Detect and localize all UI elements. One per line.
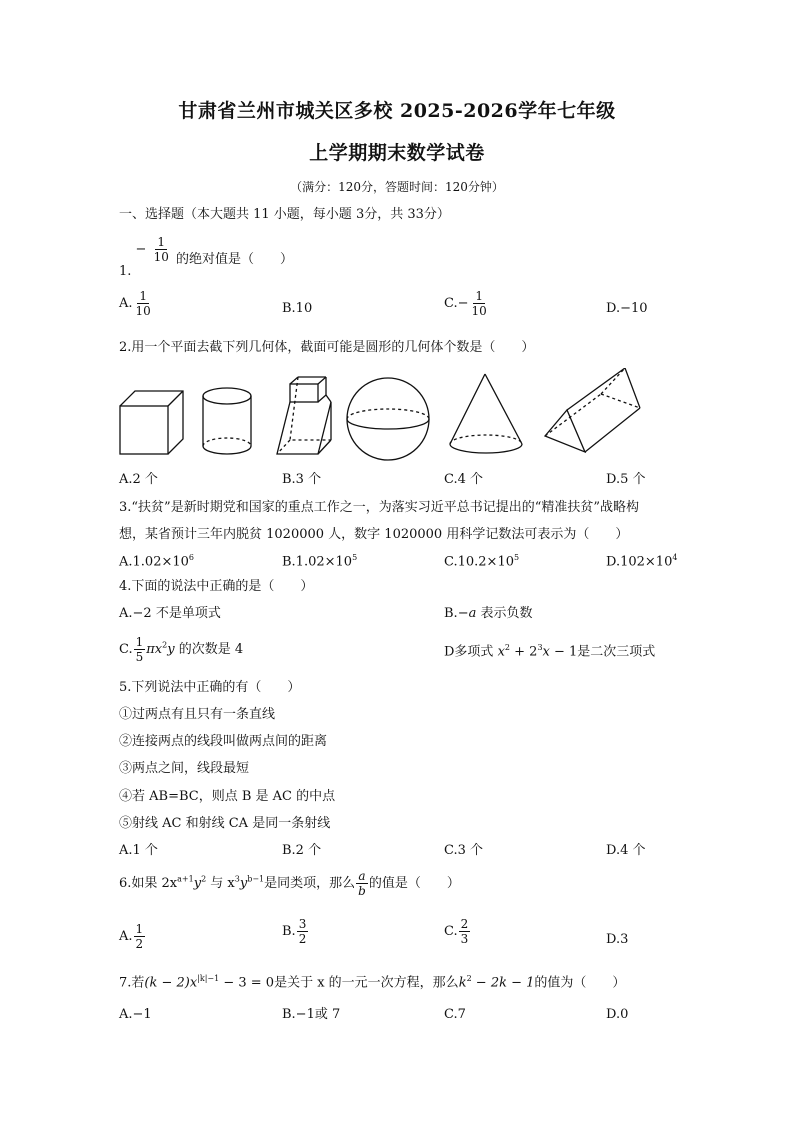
q6-tail: 的值是（ ）	[368, 876, 460, 891]
q5-item-5: ⑤射线 AC 和射线 CA 是同一条射线	[119, 816, 331, 831]
q4-c-exp: 2	[162, 640, 168, 650]
q3-b-exp: 5	[352, 553, 358, 562]
section-heading: 一、选择题（本大题共 11 小题，每小题 3分，共 33分）	[119, 207, 450, 222]
exam-info: （满分：120分，答题时间：120分钟）	[290, 180, 504, 194]
q1-c-den: 10	[471, 304, 487, 318]
q1-a-fraction	[134, 290, 153, 317]
q4-d-exp1: 2	[504, 643, 510, 652]
q7-tail: 的值为（ ）	[534, 975, 626, 991]
q3-b-text: B.1.02×10	[282, 554, 353, 570]
solids-svg	[115, 368, 655, 464]
q4-c-var: y	[167, 642, 175, 657]
q7-expr: (k − 2)x	[144, 975, 198, 991]
q4-c-den: 5	[135, 650, 144, 664]
q4-d-tail: − 1是二次三项式	[549, 644, 656, 660]
q1-a-num: 1	[139, 289, 147, 303]
q7-stem	[119, 974, 625, 991]
q3-option-d	[606, 553, 677, 570]
q6-frac-den: b	[358, 884, 366, 898]
frustum-shape	[277, 377, 331, 454]
prism-shape	[545, 368, 640, 452]
sphere-shape	[347, 378, 429, 460]
q6-option-b	[282, 918, 309, 945]
question-2-stem: 2.用一个平面去截下列几何体，截面可能是圆形的几何体个数是（ ）	[119, 340, 535, 355]
q4-c-num: 1	[135, 635, 144, 649]
q3-a-text: A.1.02×10	[119, 554, 189, 570]
q5-option-a: A.1 个	[119, 843, 158, 858]
solids-figure	[115, 368, 655, 464]
q6-a-fraction	[134, 923, 146, 950]
q3-d-text: D.102×10	[606, 554, 673, 570]
q1-c-num: 1	[475, 289, 483, 303]
question-1	[119, 235, 294, 279]
q1-option-c	[444, 290, 490, 317]
q3-stem-line1: 3.“扶贫”是新时期党和国家的重点工作之一，为落实习近平总书记提出的“精准扶贫”战略构	[119, 500, 639, 515]
q4-option-b	[444, 606, 532, 622]
q4-c-expr: πx	[146, 642, 163, 657]
q6-text: 是同类项，那么	[264, 876, 356, 891]
q7-expr3: − 2k − 1	[471, 975, 535, 991]
q6-stem	[119, 870, 460, 897]
q4-d-x2: x	[542, 644, 550, 660]
page-title-line1: 甘肃省兰州市城关区多校 2025-2026学年七年级	[178, 100, 616, 122]
q1-a-den: 10	[135, 304, 151, 318]
q7-option-d: D.0	[606, 1007, 629, 1022]
q5-option-b: B.2 个	[282, 843, 322, 858]
q4-c-label: C.	[119, 642, 133, 657]
q1-number: 1.	[119, 264, 132, 279]
q7-option-a: A.−1	[119, 1007, 152, 1022]
q5-item-3: ③两点之间，线段最短	[119, 761, 250, 776]
q6-y2: y	[239, 876, 248, 891]
q2-option-b: B.3 个	[282, 472, 322, 487]
q7-option-b: B.−1或 7	[282, 1007, 341, 1022]
q6-option-d: D.3	[606, 932, 629, 947]
q1-c-label: C.−	[444, 296, 469, 311]
q6-exp4: b−1	[247, 874, 265, 884]
q6-option-a	[119, 923, 146, 950]
q6-mid: 与 x	[206, 876, 235, 891]
q4-stem: 4.下面的说法中正确的是（ ）	[119, 579, 314, 594]
q1-fraction	[152, 236, 171, 263]
q5-option-d: D.4 个	[606, 843, 646, 858]
q1-c-fraction	[470, 290, 489, 317]
q4-option-c	[119, 636, 243, 663]
cylinder-shape	[203, 388, 251, 454]
q1-sign: −	[135, 242, 147, 257]
q4-d-exp2: 3	[537, 643, 543, 652]
q7-prefix: 7.若	[119, 975, 145, 991]
q7-mid: 是关于 x 的一元一次方程，那么	[274, 975, 459, 991]
q6-exp2: 2	[201, 874, 207, 884]
q2-option-d: D.5 个	[606, 472, 646, 487]
q1-frac-num: 1	[157, 235, 166, 249]
q7-expr2: k	[458, 975, 467, 991]
q4-c-fraction	[134, 636, 146, 663]
q4-b-text: 表示负数	[476, 606, 533, 621]
q3-stem-line2: 想，某省预计三年内脱贫 1020000 人，数字 1020000 用科学记数法可表示为（ ）	[119, 527, 629, 542]
q6-fraction	[356, 870, 368, 897]
q4-d-x: x	[497, 644, 505, 660]
q3-c-exp: 5	[514, 553, 520, 562]
q2-option-a: A.2 个	[119, 472, 158, 487]
q4-d-label: D多项式	[444, 644, 498, 660]
q3-d-exp: 4	[672, 553, 678, 562]
q6-b-den: 2	[298, 932, 307, 946]
q6-b-num: 3	[298, 917, 307, 931]
q4-option-a: A.−2 不是单项式	[119, 606, 221, 621]
q4-d-mid: + 2	[510, 644, 538, 660]
q4-b-label: B.	[444, 606, 458, 621]
q6-exp3: 3	[234, 874, 240, 884]
q4-option-d	[444, 643, 655, 660]
q6-c-num: 2	[460, 917, 469, 931]
q3-c-text: C.10.2×10	[444, 554, 514, 570]
page-title-line2: 上学期期末数学试卷	[309, 142, 485, 164]
q5-item-2: ②连接两点的线段叫做两点间的距离	[119, 734, 328, 749]
cone-shape	[450, 374, 522, 453]
q5-item-4: ④若 AB=BC，则点 B 是 AC 的中点	[119, 789, 336, 804]
q2-option-c: C.4 个	[444, 472, 484, 487]
q3-option-a	[119, 553, 194, 570]
q6-c-label: C.	[444, 924, 458, 939]
q6-option-c	[444, 918, 471, 945]
q3-option-c	[444, 553, 519, 570]
q7-exp: |k|−1	[197, 974, 220, 983]
q7-option-c: C.7	[444, 1007, 466, 1022]
q6-a-den: 2	[135, 937, 144, 951]
q6-c-den: 3	[460, 932, 469, 946]
q7-exp2: 2	[466, 974, 472, 983]
q3-a-exp: 6	[188, 553, 194, 562]
q3-option-b	[282, 553, 357, 570]
q4-c-text: 的次数是 4	[174, 642, 244, 657]
q1-a-label: A.	[119, 296, 133, 311]
q6-b-fraction	[297, 918, 309, 945]
q6-y: y	[193, 876, 202, 891]
q6-prefix: 6.如果 2x	[119, 876, 178, 891]
q6-a-label: A.	[119, 929, 133, 944]
q6-c-fraction	[459, 918, 471, 945]
q4-b-var: −a	[457, 606, 477, 621]
q5-stem: 5.下列说法中正确的有（ ）	[119, 680, 301, 695]
q6-b-label: B.	[282, 924, 296, 939]
cube-shape	[120, 391, 183, 454]
q6-frac-num: a	[358, 869, 366, 883]
q1-option-a	[119, 290, 154, 317]
q1-option-d: D.−10	[606, 301, 648, 316]
q7-eq: − 3 = 0	[219, 975, 275, 991]
q6-a-num: 1	[135, 922, 144, 936]
q1-stem: 的绝对值是（ ）	[176, 252, 294, 267]
q1-option-b: B.10	[282, 301, 313, 316]
q5-option-c: C.3 个	[444, 843, 484, 858]
q1-frac-den: 10	[153, 250, 169, 264]
q6-exp1: a+1	[177, 874, 194, 884]
q5-item-1: ①过两点有且只有一条直线	[119, 707, 276, 722]
